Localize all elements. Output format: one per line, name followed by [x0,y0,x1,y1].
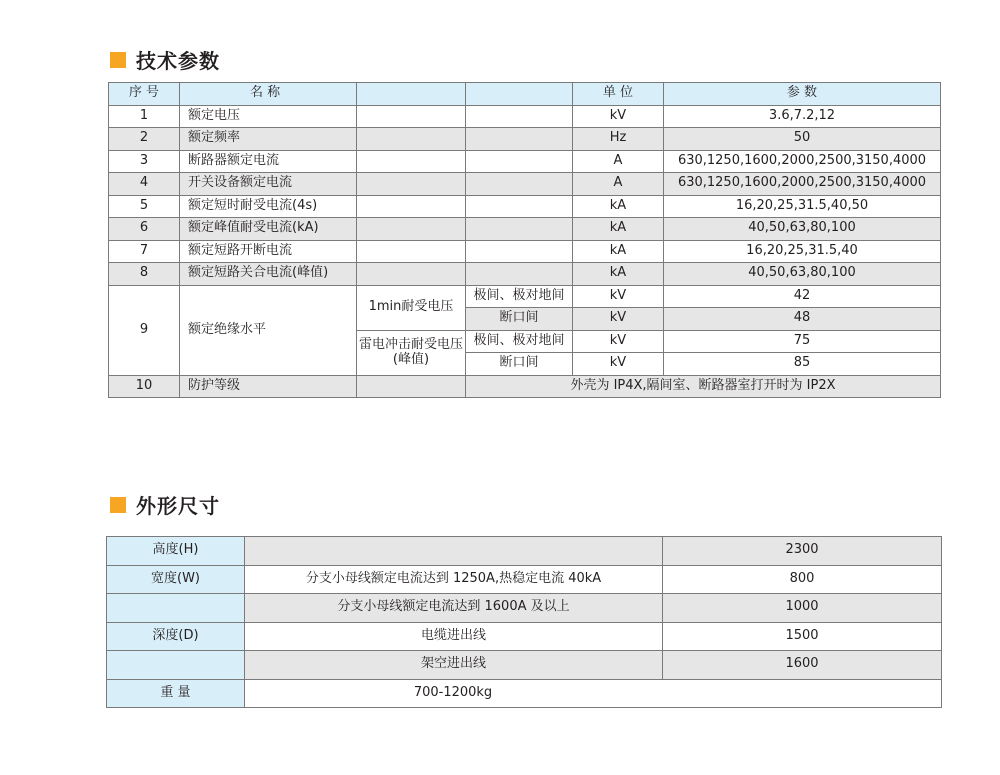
row-unit: A [573,173,664,196]
row-name: 断路器额定电流 [180,150,357,173]
row-value: 16,20,25,31.5,40,50 [664,195,941,218]
table-row [107,679,942,708]
row-value: 40,50,63,80,100 [664,263,941,286]
tech-params-table [108,82,941,398]
row-empty [466,263,573,286]
row-name: 防护等级 [180,375,357,398]
dim-value: 1000 [663,594,942,623]
dim-desc: 架空进出线 [245,651,663,680]
dimensions-table [106,536,942,708]
section-title-text: 外形尺寸 [136,494,220,518]
dim-value: 1500 [663,622,942,651]
row-value: 16,20,25,31.5,40 [664,240,941,263]
table-header-row [109,83,941,106]
section-title-dimensions [110,490,220,519]
row-unit: kV [573,353,664,376]
table-row [109,375,941,398]
row-no: 4 [109,173,180,196]
row-value: 42 [664,285,941,308]
row-no: 10 [109,375,180,398]
row-name: 额定短路开断电流 [180,240,357,263]
row-empty [357,195,466,218]
row-name: 额定频率 [180,128,357,151]
row-empty [357,263,466,286]
row-empty [357,173,466,196]
row-value: 40,50,63,80,100 [664,218,941,241]
insulation-sub: 断口间 [466,308,573,331]
row-value: 3.6,7.2,12 [664,105,941,128]
insulation-group-lightning: 雷电冲击耐受电压(峰值) [357,330,466,375]
row-empty [466,218,573,241]
dim-label-empty [107,594,245,623]
dim-value-weight: 700-1200kg [245,679,942,708]
row-empty [466,128,573,151]
orange-square-icon [110,497,126,513]
header-param: 参 数 [664,83,941,106]
dim-desc: 分支小母线额定电流达到 1600A 及以上 [245,594,663,623]
row-empty [357,240,466,263]
dim-label-weight: 重 量 [107,679,245,708]
insulation-sub: 极间、极对地间 [466,285,573,308]
dim-value: 1600 [663,651,942,680]
row-empty [466,105,573,128]
table-row [107,594,942,623]
row-empty [357,150,466,173]
insulation-sub: 极间、极对地间 [466,330,573,353]
table-row [109,263,941,286]
row-name: 额定峰值耐受电流(kA) [180,218,357,241]
dim-label-depth: 深度(D) [107,622,245,651]
row-value: 50 [664,128,941,151]
header-empty [466,83,573,106]
dim-desc-empty [245,537,663,566]
table-row [109,128,941,151]
row-unit: kV [573,285,664,308]
row-unit: kA [573,240,664,263]
section-title-text: 技术参数 [136,49,220,73]
row-unit: kA [573,218,664,241]
table-row [107,565,942,594]
row-no: 9 [109,285,180,375]
row-empty [466,195,573,218]
header-name: 名 称 [180,83,357,106]
row-unit: kA [573,195,664,218]
header-no: 序 号 [109,83,180,106]
row-unit: kV [573,308,664,331]
row-name: 额定电压 [180,105,357,128]
row-no: 3 [109,150,180,173]
row-empty [357,128,466,151]
table-row [107,651,942,680]
row-unit: Hz [573,128,664,151]
orange-square-icon [110,52,126,68]
row-name: 额定绝缘水平 [180,285,357,375]
table-row [109,173,941,196]
row-value: 630,1250,1600,2000,2500,3150,4000 [664,150,941,173]
dim-label-empty [107,651,245,680]
table-row [109,195,941,218]
row-no: 5 [109,195,180,218]
dim-label-width: 宽度(W) [107,565,245,594]
row-no: 2 [109,128,180,151]
row-value: 630,1250,1600,2000,2500,3150,4000 [664,173,941,196]
row-value: 85 [664,353,941,376]
section-title-tech-params [110,45,220,74]
row-empty [466,173,573,196]
header-unit: 单 位 [573,83,664,106]
table-row [109,240,941,263]
insulation-group-1min: 1min耐受电压 [357,285,466,330]
dim-value: 2300 [663,537,942,566]
row-name: 额定短时耐受电流(4s) [180,195,357,218]
table-row-insulation [109,285,941,308]
dim-desc: 电缆进出线 [245,622,663,651]
row-no: 8 [109,263,180,286]
table-row [109,150,941,173]
header-empty [357,83,466,106]
row-name: 开关设备额定电流 [180,173,357,196]
dim-value: 800 [663,565,942,594]
row-unit: kA [573,263,664,286]
row-value: 外壳为 IP4X,隔间室、断路器室打开时为 IP2X [466,375,941,398]
row-name: 额定短路关合电流(峰值) [180,263,357,286]
row-empty [466,150,573,173]
row-no: 6 [109,218,180,241]
row-value: 48 [664,308,941,331]
row-empty [357,105,466,128]
table-row [107,537,942,566]
row-value: 75 [664,330,941,353]
table-row [109,105,941,128]
table-row [107,622,942,651]
row-unit: kV [573,330,664,353]
row-unit: kV [573,105,664,128]
insulation-sub: 断口间 [466,353,573,376]
dim-label-height: 高度(H) [107,537,245,566]
table-row [109,218,941,241]
row-empty [466,240,573,263]
row-empty [357,218,466,241]
dim-desc: 分支小母线额定电流达到 1250A,热稳定电流 40kA [245,565,663,594]
row-empty [357,375,466,398]
row-no: 7 [109,240,180,263]
row-no: 1 [109,105,180,128]
row-unit: A [573,150,664,173]
